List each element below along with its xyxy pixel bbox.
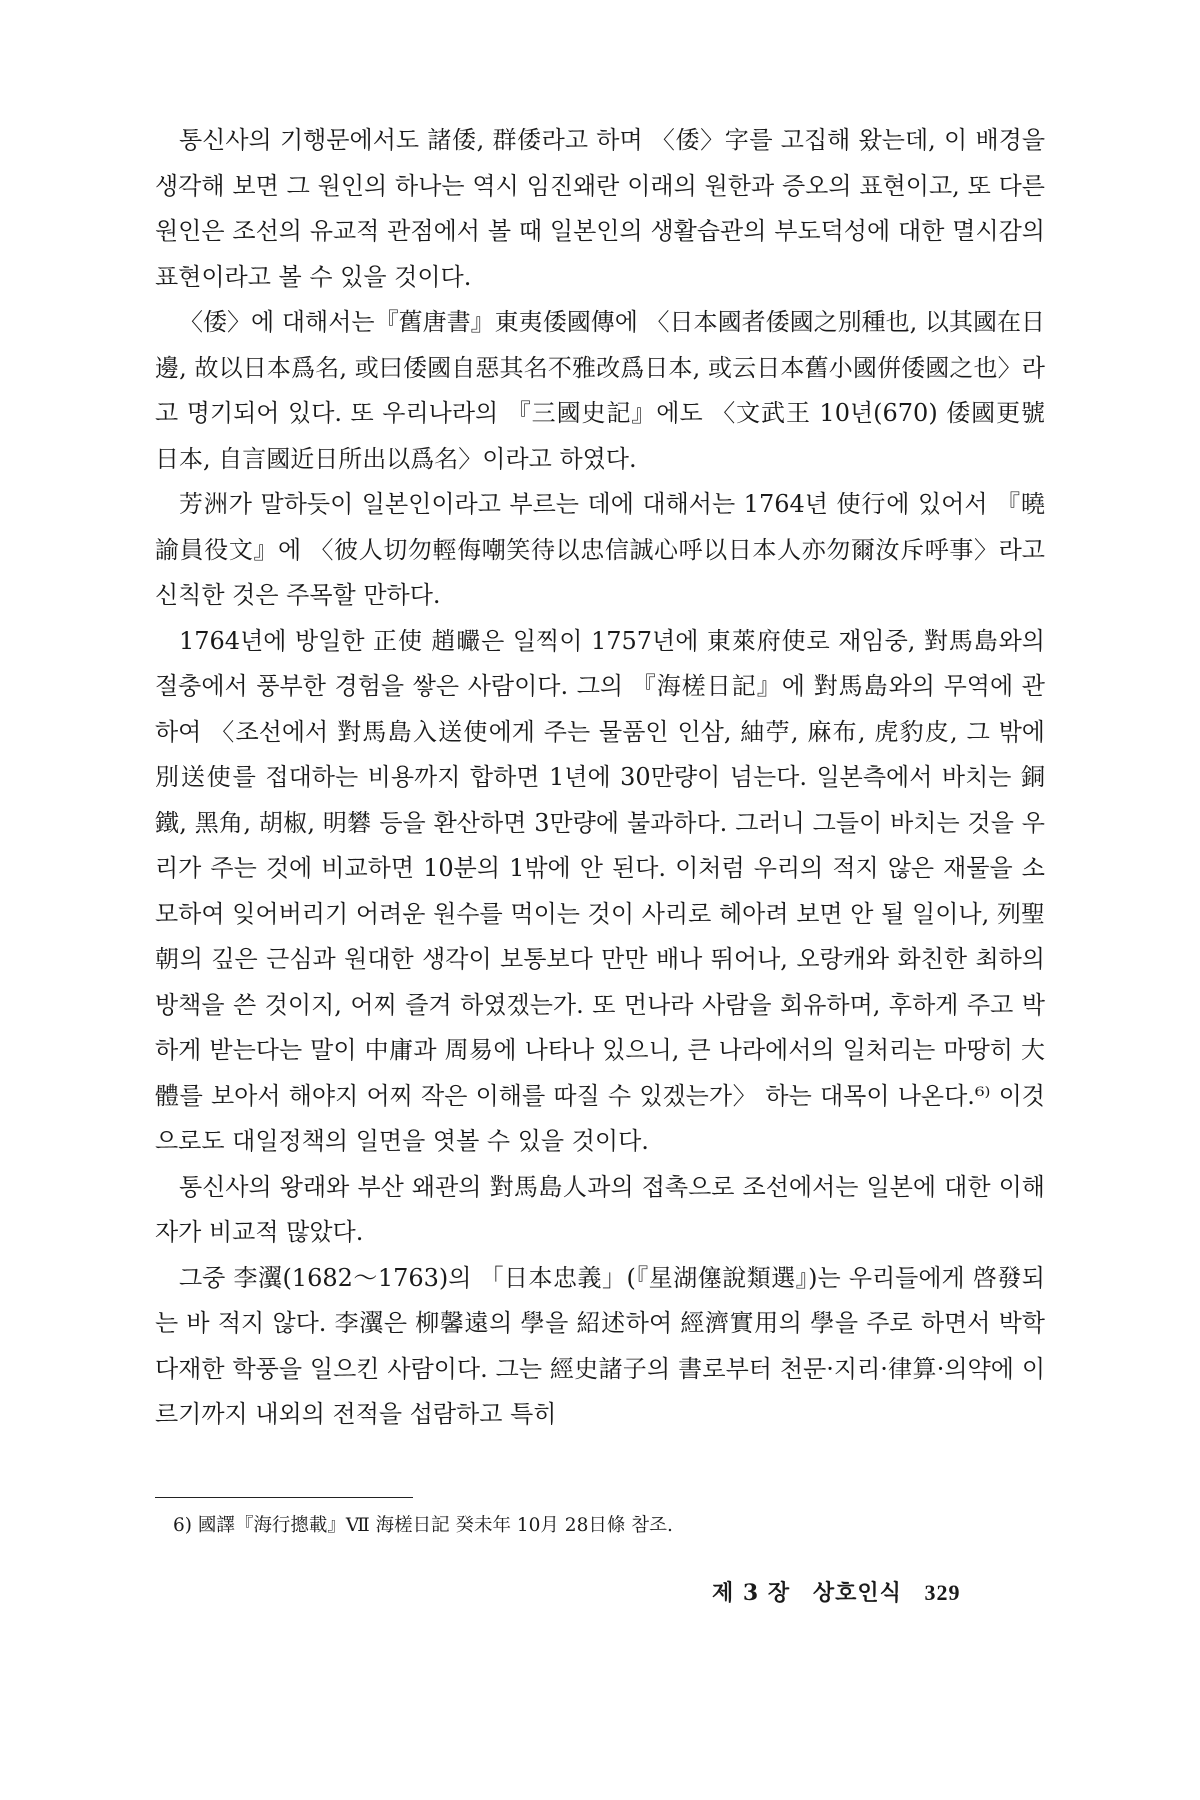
section-label: 상호인식 bbox=[812, 1580, 902, 1606]
footnote-6: 6) 國譯『海行摠載』Ⅶ 海槎日記 癸未年 10月 28日條 참조. bbox=[173, 1515, 673, 1536]
body-text bbox=[155, 118, 1045, 1438]
paragraph-2: 〈倭〉에 대해서는『舊唐書』東夷倭國傳에 〈日本國者倭國之別種也, 以其國在日邊, 故以日本爲名, 或曰倭國自惡其名不雅改爲日本, 或云日本舊小國倂倭國之也〉라고 명기되어 있다. 또 우리나라의 『三國史記』에도 〈文武王 10년(670) 倭國更號 日本, 自言國近日所出以爲名〉이라고 하였다. bbox=[155, 308, 1045, 473]
paragraph-3: 芳洲가 말하듯이 일본인이라고 부르는 데에 대해서는 1764년 使行에 있어서 『曉諭員役文』에 〈彼人切勿輕侮嘲笑待以忠信誠心呼以日本人亦勿爾汝斥呼事〉라고 신칙한 것은 주목할 만하다. bbox=[155, 490, 1045, 609]
paragraph-5: 통신사의 왕래와 부산 왜관의 對馬島人과의 접촉으로 조선에서는 일본에 대한 이해자가 비교적 많았다. bbox=[155, 1172, 1045, 1246]
chapter-label: 제 3 장 bbox=[712, 1580, 791, 1606]
paragraph-1: 통신사의 기행문에서도 諸倭, 群倭라고 하며 〈倭〉字를 고집해 왔는데, 이 배경을 생각해 보면 그 원인의 하나는 역시 임진왜란 이래의 원한과 증오의 표현이고, 또 다른 원인은 조선의 유교적 관점에서 볼 때 일본인의 생활습관의 부도덕성에 대한 멸시감의 표현이라고 볼 수 있을 것이다. bbox=[155, 126, 1045, 291]
paragraph-6: 그중 李瀷(1682～1763)의 「日本忠義」(『星湖僿說類選』)는 우리들에게 啓發되는 바 적지 않다. 李瀷은 柳馨遠의 學을 紹述하여 經濟實用의 學을 주로 하면서 박학다재한 학풍을 일으킨 사람이다. 그는 經史諸子의 書로부터 천문·지리·律算·의약에 이르기까지 내외의 전적을 섭람하고 특히 bbox=[155, 1263, 1045, 1428]
paragraph-4: 1764년에 방일한 正使 趙曮은 일찍이 1757년에 東萊府使로 재임중, 對馬島와의 절충에서 풍부한 경험을 쌓은 사람이다. 그의 『海槎日記』에 對馬島와의 무역에 관하여 〈조선에서 對馬島入送使에게 주는 물품인 인삼, 紬苧, 麻布, 虎豹皮, 그 밖에 別送使를 접대하는 비용까지 합하면 1년에 30만량이 넘는다. 일본측에서 바치는 銅鐵, 黑角, 胡椒, 明礬 등을 환산하면 3만량에 불과하다. 그러니 그들이 바치는 것을 우리가 주는 것에 비교하면 10분의 1밖에 안 된다. 이처럼 우리의 적지 않은 재물을 소모하여 잊어버리기 어려운 원수를 먹이는 것이 사리로 헤아려 보면 안 될 일이나, 列聖朝의 깊은 근심과 원대한 생각이 보통보다 만만 배나 뛰어나, 오랑캐와 화친한 최하의 방책을 쓴 것이지, 어찌 즐겨 하였겠는가. 또 먼나라 사람을 회유하며, 후하게 주고 박하게 받는다는 말이 中庸과 周易에 나타나 있으니, 큰 나라에서의 일처리는 마땅히 大體를 보아서 해야지 어찌 작은 이해를 따질 수 있겠는가〉 하는 대목이 나온다.⁶⁾ 이것으로도 대일정책의 일면을 엿볼 수 있을 것이다. bbox=[155, 626, 1045, 1155]
footnote-divider bbox=[155, 1497, 413, 1498]
page-footer bbox=[712, 1576, 961, 1607]
page-number: 329 bbox=[924, 1580, 961, 1605]
